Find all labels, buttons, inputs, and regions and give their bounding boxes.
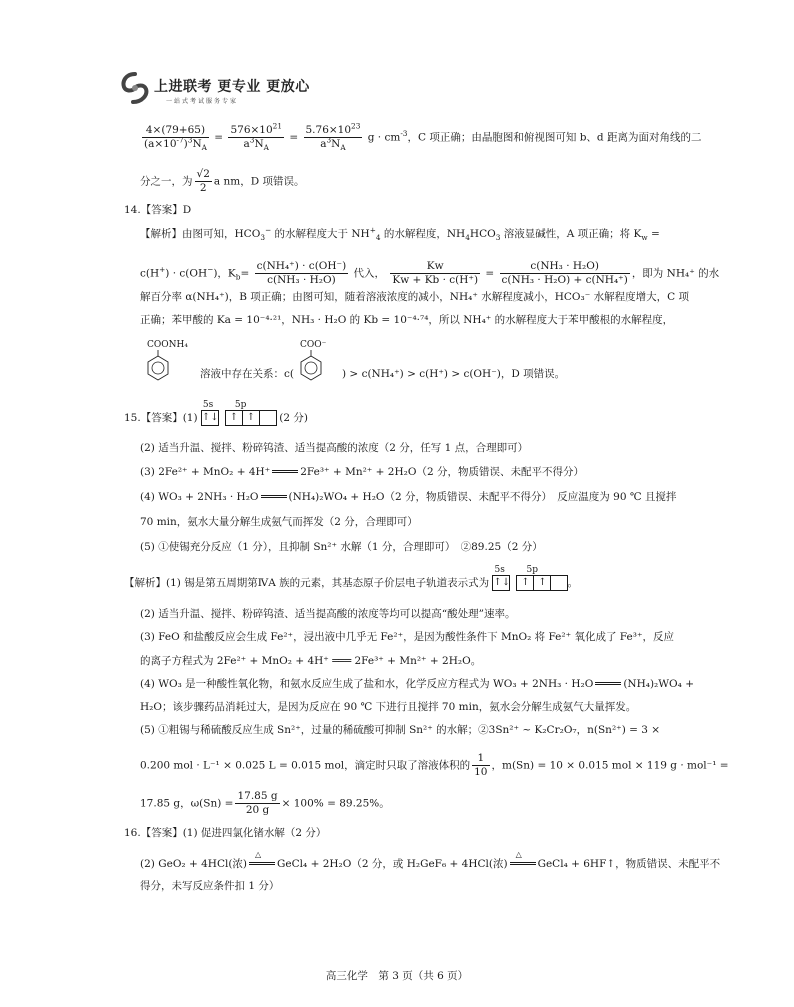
swirl-logo-icon [120,72,150,104]
kw-fraction: $\frac{Kw}{Kw + Kb \cdot c(H^+)}$ [392,260,479,286]
q15-explain-4a: (4) WO₃ 是一种酸性氧化物，和氨水反应生成了盐和水，化学反应方程式为 WO₃ + 2NH₃ · H₂O (NH₄)₂WO₄ + [140,678,695,690]
q15-explain-3a: (3) FeO 和盐酸反应会生成 Fe²⁺，浸出液中几乎无 Fe²⁺，是因为酸性条件下 MnO₂ 将 Fe²⁺ 氧化成了 Fe³⁺，反应 [140,631,674,643]
ratio-fraction: $\frac{\text{c(NH₃ · H₂O)}}{\text{c(NH₃ · H₂O) + c(NH₄⁺)}}$ [501,260,628,286]
header-brand [120,72,320,110]
q15-explain-4b: H₂O；该步骤药品消耗过大，是因为反应在 90 ℃ 下进行且搅拌 70 min，氨水会分解生成氨气大量挥发。 [140,701,637,713]
q14-line5a: 溶液中存在关系：c( [200,368,294,380]
q14-line1: 【解析】由图可知，$HCO_3^-$ 的水解程度大于 $NH^+_4$ 的水解程度，$NH_4HCO_3$ 溶液显碱性，A 项正确；将 $K_w$ = [140,225,660,243]
q14-answer: 14.【答案】D [124,204,192,216]
q13-fraction-2: $\frac{576\times 10^{21}}{a^3N_A}$ [230,121,283,153]
orbital-diagram: 5s 5p ↑↓ ↑ ↑ [492,575,567,591]
q16-answer-3: 得分，未写反应条件扣 1 分） [140,880,280,892]
q15-explain-1: 【解析】(1) 锡是第五周期第ⅣA 族的元素，其基态原子价层电子轨道表示式为 5s 5p ↑↓ ↑ ↑ 。 [124,565,578,589]
page-footer: 高三化学 第 3 页（共 6 页） [325,970,469,982]
benzoate-ammonium-structure: COONH₄ [143,340,183,386]
orbital-diagram: 5s 5p ↑↓ ↑ ↑ [201,410,276,426]
benzene-ring-icon [143,350,183,386]
q13-fraction-3: $\frac{5.76\times 10^{23}}{a^3N_A}$ [305,121,361,153]
q13-line2: 分之一，为 $\frac{√2}{2}$ a nm，D 项错误。 [140,168,305,194]
q15-explain-5b: 0.200 mol · L⁻¹ × 0.025 L = 0.015 mol，滴定时只取了溶液体积的 $\frac{1}{10}$ ，m(Sn) = 10 × 0.015 mol × 119 g · mol⁻¹ = [140,752,729,778]
q16-answer-1: 16.【答案】(1) 促进四氯化锗水解（2 分） [124,827,327,839]
q15-answer-2: (2) 适当升温、搅拌、粉碎钨渣、适当提高酸的浓度（2 分，任写 1 点，合理即可） [140,442,529,454]
kb-fraction: $\frac{\text{c(NH₄⁺) · c(OH⁻)}}{\text{c(NH₃ · H₂O)}}$ [256,260,347,286]
q15-answer-5: (5) ①使锡充分反应（1 分），且抑制 Sn²⁺ 水解（1 分，合理即可） ②89.25（2 分） [140,541,543,553]
q14-line2: c(H+) · c(OH−)，$K_b=$ $\frac{\text{c(NH₄⁺) · c(OH⁻)}}{\text{c(NH₃ · H₂O)}}$ 代入， $\frac{Kw}{Kw + Kb \cdot c(H^+)}$ = $\frac{\text{c(NH₃ · H₂O)}}{\text{c(NH₃ · H₂O) + c(NH₄⁺)}}$ ，即为 NH₄⁺ 的水 [140,260,720,286]
q15-answer-3: (3) 2Fe²⁺ + MnO₂ + 4H⁺ 2Fe³⁺ + Mn²⁺ + 2H₂O（2 分，物质错误、未配平不得分） [140,466,584,478]
benzene-ring-icon [296,350,336,386]
q15-answer-1: 15.【答案】(1) 5s 5p ↑↓ ↑ ↑ (2 分) [124,400,308,424]
q15-answer-4: (4) WO₃ + 2NH₃ · H₂O (NH₄)₂WO₄ + H₂O（2 分，物质错误、未配平不得分） 反应温度为 90 ℃ 且搅拌 [140,491,677,503]
q13-line1: $\frac{4\times(79+65)}{(a\times 10^{-7})^3N_A}$ = $\frac{576\times 10^{21}}{a^3N_A}$ = $\frac{5.76\times 10^{23}}{a^3N_A}$ $g \cdot cm^{-3}$，C 项正确；由晶胞图和俯视图可知 b、d 距离为面对角线的二 [144,121,702,153]
q14-line4: 正确；苯甲酸的 Ka = 10⁻⁴·²¹，NH₃ · H₂O 的 Kb = 10⁻⁴·⁷⁴，所以 NH₄⁺ 的水解程度大于苯甲酸根的水解程度， [140,314,674,326]
brand-subtitle: 一站式考试服务专家 [166,98,239,105]
q14-line3: 解百分率 α(NH₄⁺)，B 项正确；由图可知，随着溶液浓度的减小，NH₄⁺ 水解程度减小，HCO₃⁻ 水解程度增大，C 项 [140,291,689,303]
q14-line5b: ) > c(NH₄⁺) > c(H⁺) > c(OH⁻)，D 项错误。 [342,368,566,380]
benzoate-structure: COO⁻ [296,340,336,386]
q15-answer-4b: 70 min，氨水大量分解生成氨气而挥发（2 分，合理即可） [140,516,418,528]
q15-explain-5a: (5) ①粗锡与稀硫酸反应生成 Sn²⁺，过量的稀硫酸可抑制 Sn²⁺ 的水解；②3Sn²⁺ ~ K₂Cr₂O₇，n(Sn²⁺) = 3 × [140,724,661,736]
q13-fraction-1: $\frac{4\times(79+65)}{(a\times 10^{-7})^3N_A}$ [144,124,207,153]
q15-explain-2: (2) 适当升温、搅拌、粉碎钨渣、适当提高酸的浓度等均可以提高“酸处理”速率。 [140,608,516,620]
q16-answer-2: (2) GeO₂ + 4HCl(浓) △ GeCl₄ + 2H₂O（2 分，或 H₂GeF₆ + 4HCl(浓) △ GeCl₄ + 6HF↑，物质错误、未配平不 [140,850,721,870]
brand-title: 上进联考 更专业 更放心 [154,79,310,95]
q15-explain-3b: 的离子方程式为 2Fe²⁺ + MnO₂ + 4H⁺ ═══ 2Fe³⁺ + Mn²⁺ + 2H₂O。 [140,655,482,667]
q15-explain-5c: 17.85 g，ω(Sn) = $\frac{17.85 g}{20 g}$ × 100% = 89.25%。 [140,790,390,816]
